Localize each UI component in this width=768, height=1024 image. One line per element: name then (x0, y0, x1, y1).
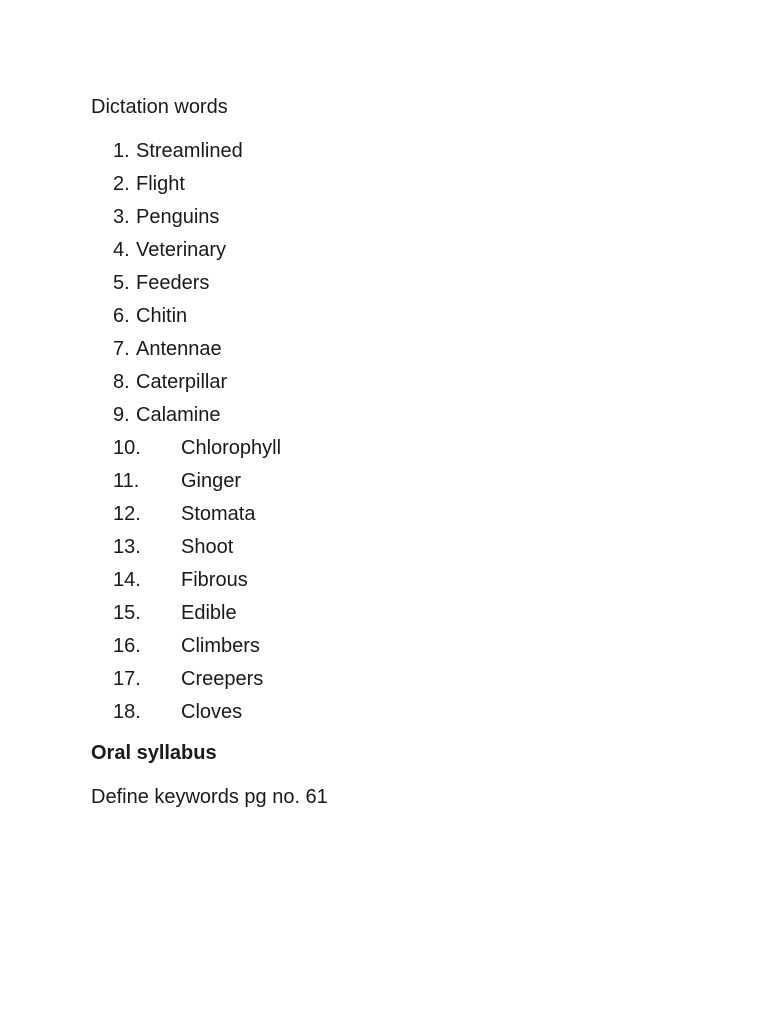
item-number: 16. (113, 635, 141, 657)
item-word: Edible (181, 602, 237, 624)
item-word: Cloves (181, 701, 243, 723)
item-number: 5. (113, 272, 130, 294)
item-word: Feeders (136, 272, 210, 294)
item-number: 2. (113, 173, 130, 195)
oral-syllabus-text: Define keywords pg no. 61 (91, 786, 328, 808)
item-number: 15. (113, 602, 141, 624)
item-number: 14. (113, 569, 141, 591)
item-word: Penguins (136, 206, 220, 228)
item-number: 9. (113, 404, 130, 426)
item-word: Antennae (136, 338, 222, 360)
item-number: 11. (113, 470, 140, 492)
item-word: Chitin (136, 305, 188, 327)
dictation-heading: Dictation words (91, 96, 228, 118)
item-word: Caterpillar (136, 371, 228, 393)
item-number: 10. (113, 437, 141, 459)
item-number: 7. (113, 338, 130, 360)
item-word: Veterinary (136, 239, 227, 261)
item-word: Ginger (181, 470, 242, 492)
item-word: Creepers (181, 668, 264, 690)
item-number: 1. (113, 140, 130, 162)
item-number: 13. (113, 536, 141, 558)
oral-syllabus-heading: Oral syllabus (91, 742, 217, 764)
item-word: Streamlined (136, 140, 243, 162)
item-number: 12. (113, 503, 141, 525)
item-number: 3. (113, 206, 130, 228)
item-word: Shoot (181, 536, 234, 558)
item-word: Calamine (136, 404, 221, 426)
item-number: 18. (113, 701, 141, 723)
item-word: Stomata (181, 503, 256, 525)
item-number: 4. (113, 239, 130, 261)
item-number: 8. (113, 371, 130, 393)
item-number: 6. (113, 305, 130, 327)
item-word: Fibrous (181, 569, 248, 591)
item-number: 17. (113, 668, 141, 690)
item-word: Chlorophyll (181, 437, 282, 459)
item-word: Flight (136, 173, 185, 195)
item-word: Climbers (181, 635, 260, 657)
